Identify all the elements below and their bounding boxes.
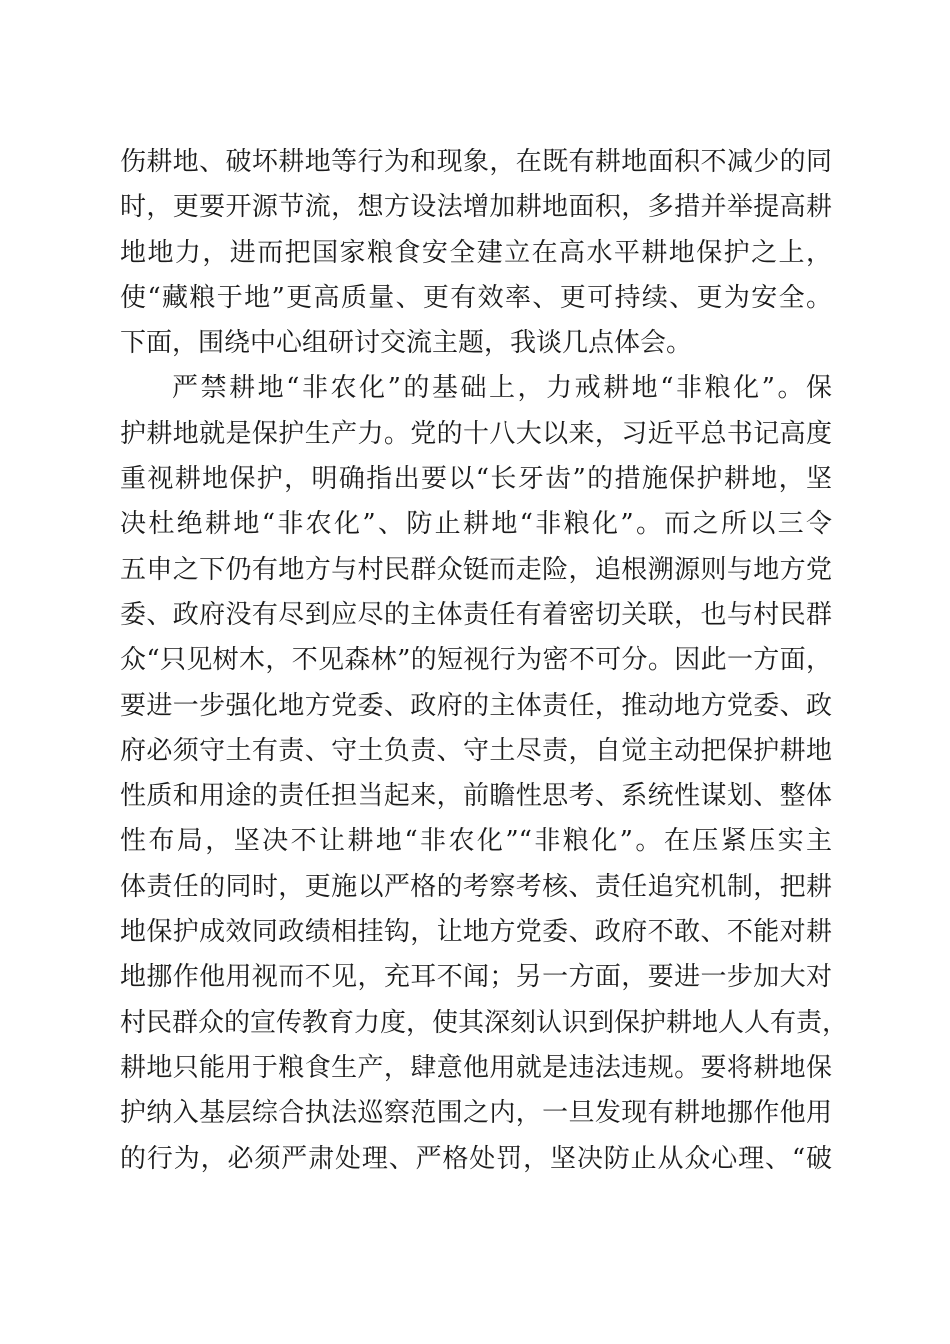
text-line: 的行为，必须严肃处理、严格处罚，坚决防止从众心理、“破 [120,1143,832,1174]
text-line: 性布局，坚决不让耕地“非农化”“非粮化”。在压紧压实主 [120,826,832,857]
body-text [120,140,849,1182]
text-line: 府必须守土有责、守土负责、守土尽责，自觉主动把保护耕地 [120,735,832,766]
text-line: 要进一步强化地方党委、政府的主体责任，推动地方党委、政 [120,690,832,721]
text-line: 地保护成效同政绩相挂钩，让地方党委、政府不敢、不能对耕 [120,917,832,948]
text-line: 众“只见树木，不见森林”的短视行为密不可分。因此一方面， [120,645,832,676]
text-line: 时，更要开源节流，想方设法增加耕地面积，多措并举提高耕 [120,192,832,223]
paragraph-start-line: 严禁耕地“非农化”的基础上，力戒耕地“非粮化”。保 [172,373,832,404]
text-line: 伤耕地、破坏耕地等行为和现象，在既有耕地面积不减少的同 [120,147,832,177]
text-line: 使“藏粮于地”更高质量、更有效率、更可持续、更为安全。 [120,282,832,313]
text-line: 村民群众的宣传教育力度，使其深刻认识到保护耕地人人有责， [120,1007,849,1038]
text-line: 护耕地就是保护生产力。党的十八大以来，习近平总书记高度 [120,418,832,449]
text-line: 护纳入基层综合执法巡察范围之内，一旦发现有耕地挪作他用 [120,1098,832,1129]
text-line: 委、政府没有尽到应尽的主体责任有着密切关联，也与村民群 [120,599,832,630]
text-line: 体责任的同时，更施以严格的考察考核、责任追究机制，把耕 [120,871,832,902]
text-line: 重视耕地保护，明确指出要以“长牙齿”的措施保护耕地，坚 [120,464,832,495]
text-line: 耕地只能用于粮食生产，肆意他用就是违法违规。要将耕地保 [120,1052,832,1083]
text-line: 决杜绝耕地“非农化”、防止耕地“非粮化”。而之所以三令 [120,509,832,540]
text-line: 性质和用途的责任担当起来，前瞻性思考、系统性谋划、整体 [120,781,832,812]
paragraph-end-line: 下面，围绕中心组研讨交流主题，我谈几点体会。 [120,328,693,359]
text-line: 地地力，进而把国家粮食安全建立在高水平耕地保护之上， [120,237,832,268]
text-line: 地挪作他用视而不见，充耳不闻；另一方面，要进一步加大对 [120,962,832,993]
text-line: 五申之下仍有地方与村民群众铤而走险，追根溯源则与地方党 [120,554,832,585]
